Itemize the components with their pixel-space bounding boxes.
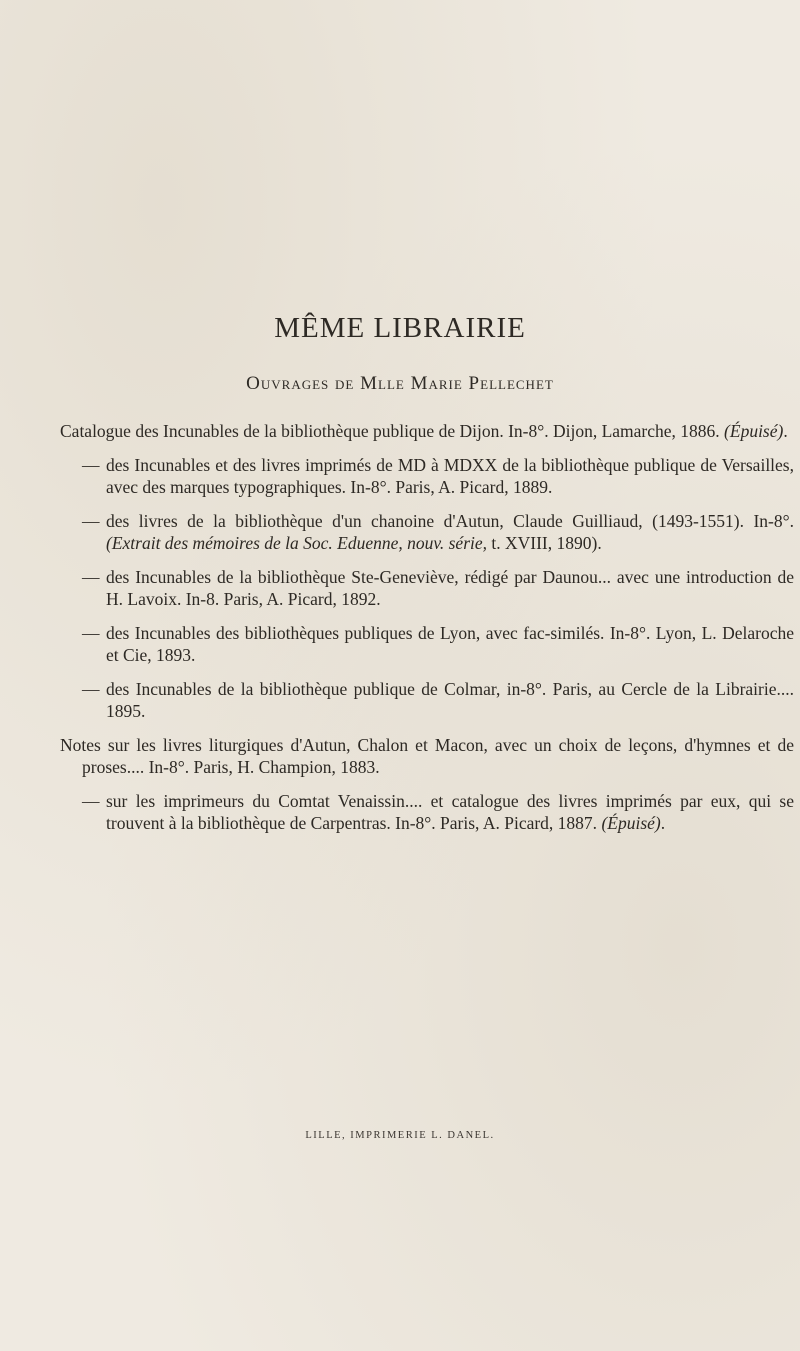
- work-suffix: t. XVIII, 1890).: [487, 533, 602, 553]
- work-entry: [60, 420, 794, 443]
- work-suffix: .: [783, 421, 788, 441]
- work-entry: [60, 454, 794, 499]
- work-entry: [60, 790, 794, 835]
- work-text: des livres de la bibliothèque d'un chanoine d'Autun, Claude Guilliaud, (1493-1551). In-8°.: [106, 510, 794, 531]
- work-text: des Incunables de la bibliothèque Ste-Geneviève, rédigé par Daunou... avec une introduction de H. Lavoix. In-8. Paris, A. Picard, 1892.: [106, 566, 794, 609]
- work-suffix: .: [660, 813, 666, 833]
- work-note: (Extrait des mémoires de la Soc. Eduenne, nouv. série,: [106, 533, 488, 553]
- work-text: des Incunables et des livres imprimés de MD à MDXX de la bibliothèque publique de Versailles, avec des marques typographiques. In-8°. Paris, A. Picard, 1889.: [106, 454, 794, 497]
- page-subtitle: Ouvrages de Mlle Marie Pellechet: [246, 373, 554, 394]
- work-text: des Incunables des bibliothèques publiques de Lyon, avec fac-similés. In-8°. Lyon, L. Delaroche et Cie, 1893.: [106, 622, 794, 665]
- work-entry: [60, 734, 794, 779]
- work-text: des Incunables de la bibliothèque publique de Colmar, in-8°. Paris, au Cercle de la Librairie.... 1895.: [106, 678, 794, 721]
- ditto-dash: —: [82, 622, 100, 643]
- work-note: (Épuisé): [724, 421, 784, 441]
- work-entry: [60, 622, 794, 667]
- work-entry: [60, 566, 794, 611]
- work-note: (Épuisé): [601, 813, 661, 833]
- work-text: sur les imprimeurs du Comtat Venaissin.... et catalogue des livres imprimés par eux, qui se trouvent à la bibliothèque de Carpentras. In-8°. Paris, A. Picard, 1887.: [106, 790, 794, 833]
- work-text: Notes sur les livres liturgiques d'Autun, Chalon et Macon, avec un choix de leçons, d'hymnes et de proses.... In-8°. Paris, H. Champion, 1883.: [60, 734, 794, 777]
- printer-imprint: LILLE, IMPRIMERIE L. DANEL.: [305, 1130, 495, 1141]
- ditto-dash: —: [82, 790, 100, 811]
- works-list: [60, 420, 794, 846]
- work-entry: [60, 678, 794, 723]
- ditto-dash: —: [82, 678, 100, 699]
- ditto-dash: —: [82, 454, 100, 475]
- page-title: MÊME LIBRAIRIE: [274, 312, 526, 344]
- work-entry: [60, 510, 794, 555]
- ditto-dash: —: [82, 510, 100, 531]
- work-text: Catalogue des Incunables de la bibliothèque publique de Dijon. In-8°. Dijon, Lamarche, 1886.: [60, 421, 725, 441]
- ditto-dash: —: [82, 566, 100, 587]
